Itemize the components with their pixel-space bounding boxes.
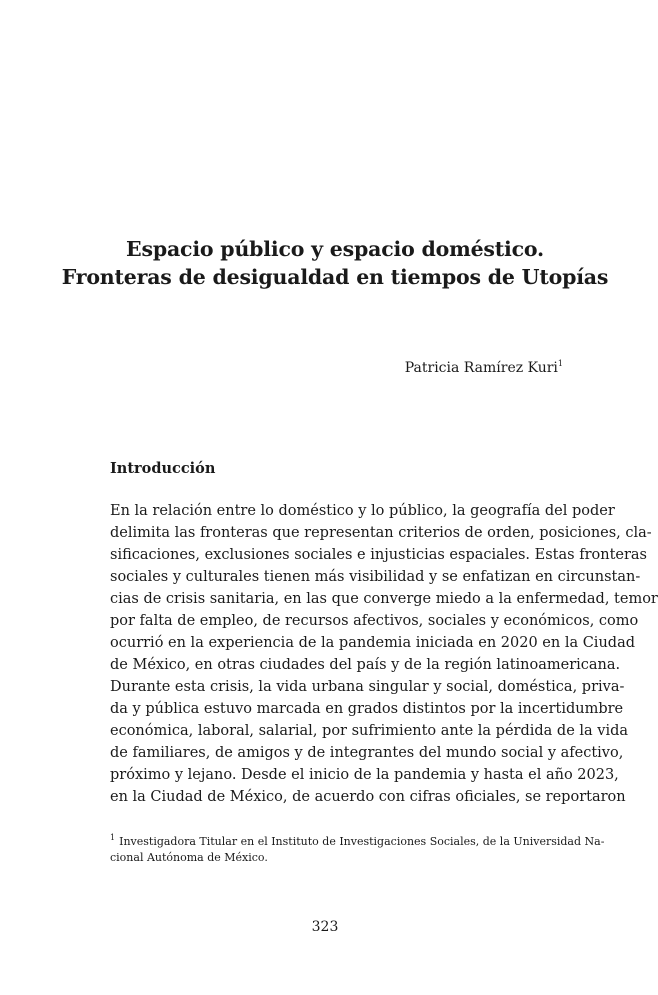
chapter-title-line-2: Fronteras de desigualdad en tiempos de Utopías bbox=[61, 265, 609, 289]
body-line: En la relación entre lo doméstico y lo público, la geografía del poder bbox=[110, 503, 615, 519]
footnote-text-1: Investigadora Titular en el Instituto de Investigaciones Sociales, de la Universidad Na- bbox=[119, 835, 605, 848]
footnote-marker: 1 bbox=[110, 833, 116, 842]
author-footnote-ref[interactable]: 1 bbox=[557, 359, 563, 368]
body-line: por falta de empleo, de recursos afectivos, sociales y económicos, como bbox=[110, 613, 639, 629]
body-paragraph bbox=[110, 500, 658, 808]
body-line: próximo y lejano. Desde el inicio de la pandemia y hasta el año 2023, bbox=[110, 767, 619, 783]
chapter-title bbox=[60, 235, 610, 291]
footnote bbox=[110, 828, 605, 868]
body-line: ocurrió en la experiencia de la pandemia iniciada en 2020 en la Ciudad bbox=[110, 635, 635, 651]
body-line: da y pública estuvo marcada en grados distintos por la incertidumbre bbox=[110, 701, 624, 717]
author-byline bbox=[405, 355, 563, 377]
body-line: cias de crisis sanitaria, en las que converge miedo a la enfermedad, temor bbox=[110, 591, 658, 607]
section-heading: Introducción bbox=[110, 460, 216, 477]
body-line: sociales y culturales tienen más visibilidad y se enfatizan en circunstan- bbox=[110, 569, 641, 585]
author-name: Patricia Ramírez Kuri bbox=[404, 360, 558, 376]
body-line: en la Ciudad de México, de acuerdo con cifras oficiales, se reportaron bbox=[110, 789, 626, 805]
footnote-line-1 bbox=[110, 828, 605, 848]
chapter-title-line-1: Espacio público y espacio doméstico. bbox=[126, 237, 544, 261]
body-line: de México, en otras ciudades del país y de la región latinoamericana. bbox=[110, 657, 621, 673]
body-line: Durante esta crisis, la vida urbana singular y social, doméstica, priva- bbox=[110, 679, 625, 695]
body-line: delimita las fronteras que representan criterios de orden, posiciones, cla- bbox=[110, 525, 652, 541]
body-line: sificaciones, exclusiones sociales e injusticias espaciales. Estas fronteras bbox=[110, 547, 647, 563]
footnote-line-2: cional Autónoma de México. bbox=[110, 851, 268, 864]
body-line: de familiares, de amigos y de integrantes del mundo social y afectivo, bbox=[110, 745, 624, 761]
body-line: económica, laboral, salarial, por sufrimiento ante la pérdida de la vida bbox=[110, 723, 629, 739]
page-number: 323 bbox=[311, 919, 339, 935]
